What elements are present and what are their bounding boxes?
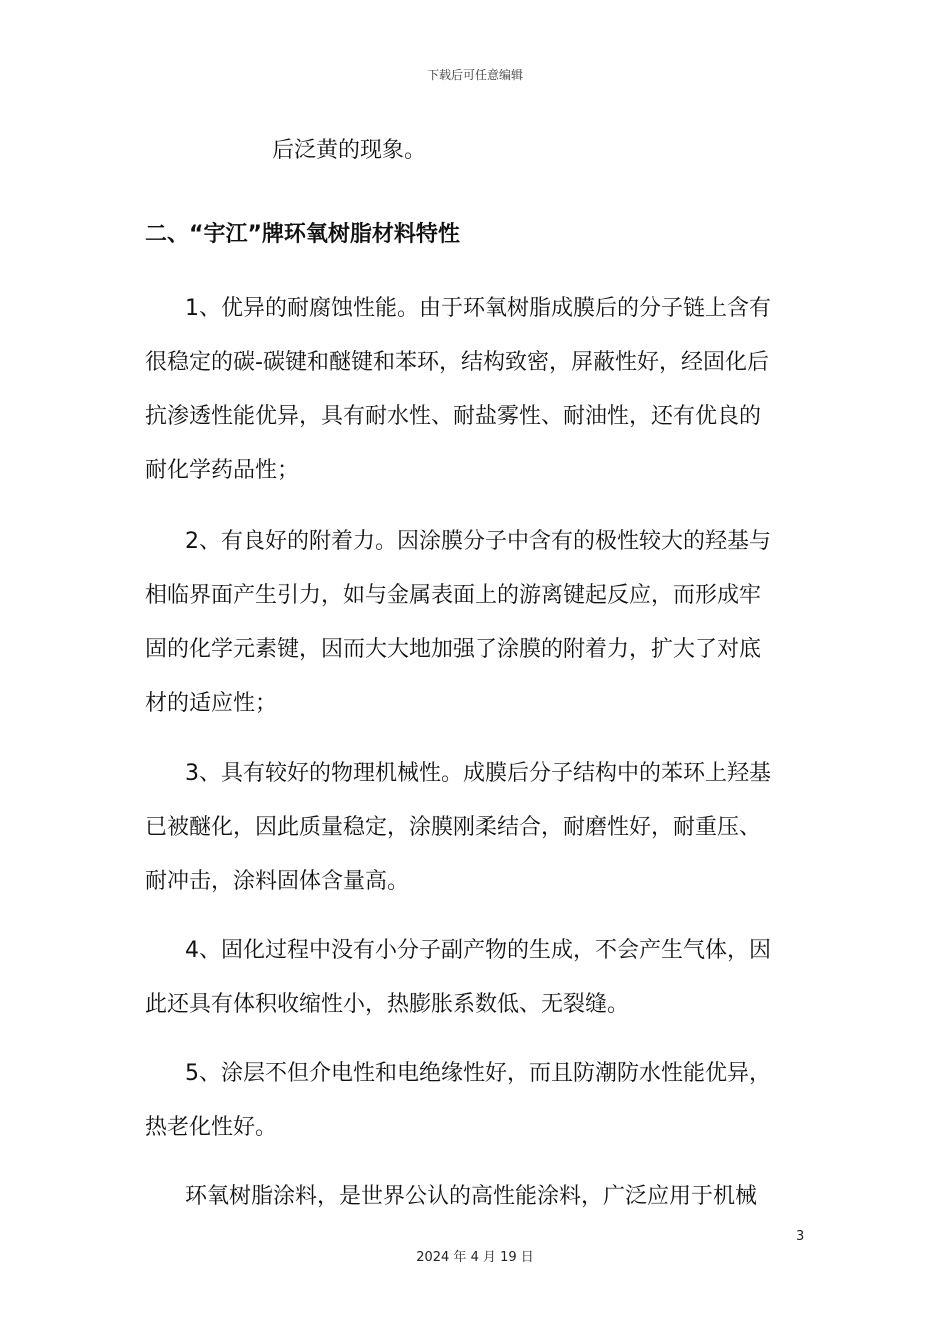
paragraph-line: 热老化性好。	[145, 1115, 278, 1140]
paragraph-line: 相临界面产生引力，如与金属表面上的游离键起反应，而形成牢	[145, 583, 762, 608]
footer-date: 2024 年 4 月 19 日	[416, 1250, 534, 1265]
paragraph-line: 2、有良好的附着力。因涂膜分子中含有的极性较大的羟基与	[185, 529, 771, 554]
paragraph-line: 耐冲击，涂料固体含量高。	[145, 869, 410, 894]
paragraph-line: 环氧树脂涂料，是世界公认的高性能涂料，广泛应用于机械	[185, 1184, 758, 1209]
paragraph-line: 抗渗透性能优异，具有耐水性、耐盐雾性、耐油性，还有优良的	[145, 404, 762, 429]
paragraph-line: 5、涂层不但介电性和电绝缘性好，而且防潮防水性能优异，	[185, 1061, 771, 1086]
page-number: 3	[796, 1229, 805, 1244]
paragraph-line: 1、优异的耐腐蚀性能。由于环氧树脂成膜后的分子链上含有	[185, 296, 771, 321]
paragraph-line: 已被醚化，因此质量稳定，涂膜刚柔结合，耐磨性好，耐重压、	[145, 815, 762, 840]
paragraph-line: 此还具有体积收缩性小，热膨胀系数低、无裂缝。	[145, 992, 630, 1017]
paragraph-line: 很稳定的碳-碳键和醚键和苯环，结构致密，屏蔽性好，经固化后	[145, 350, 769, 375]
paragraph-line: 4、固化过程中没有小分子副产物的生成，不会产生气体，因	[185, 938, 771, 963]
section-heading: 二、“宇江”牌环氧树脂材料特性	[145, 222, 460, 247]
header-note: 下载后可任意编辑	[426, 68, 523, 82]
paragraph-line: 3、具有较好的物理机械性。成膜后分子结构中的苯环上羟基	[185, 761, 771, 786]
paragraph-line: 材的适应性；	[145, 691, 278, 716]
paragraph-line: 耐化学药品性；	[145, 458, 300, 483]
continuation-line: 后泛黄的现象。	[272, 138, 427, 163]
paragraph-line: 固的化学元素键，因而大大地加强了涂膜的附着力，扩大了对底	[145, 637, 762, 662]
